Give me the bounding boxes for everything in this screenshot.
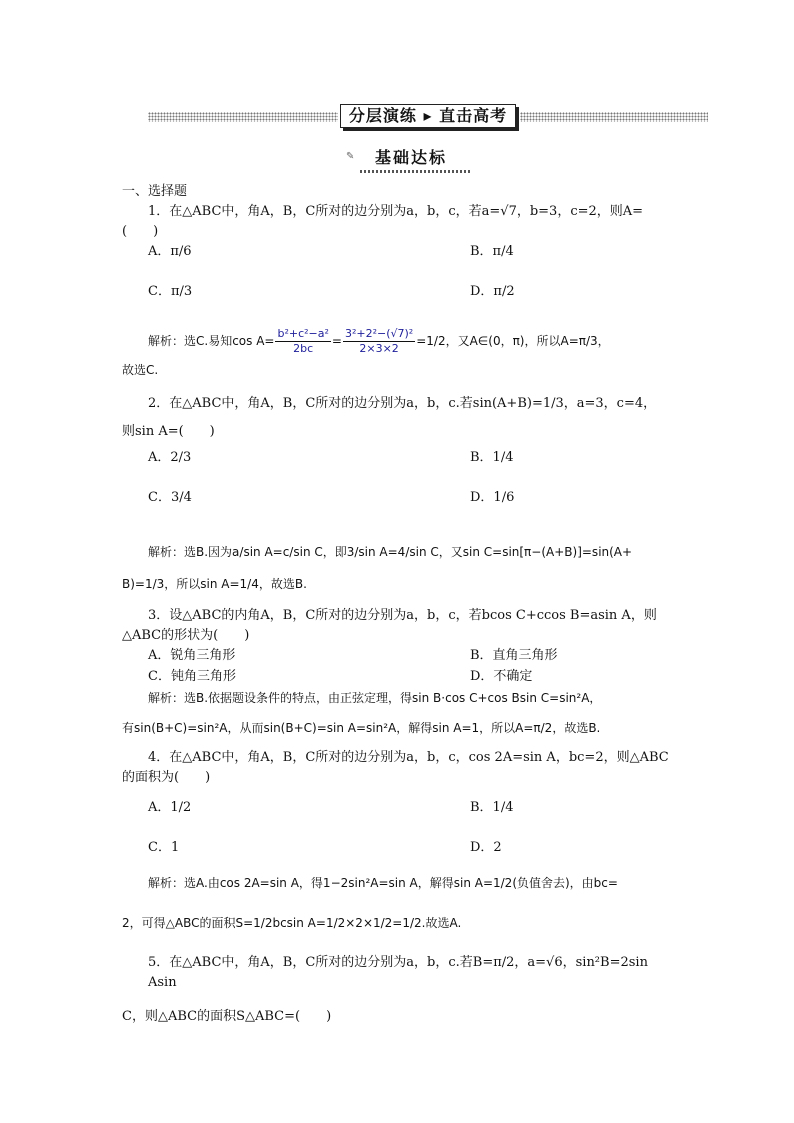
q2-option-b: B．1/4 bbox=[470, 450, 514, 465]
q3-solution: 解析：选B.依据题设条件的特点，由正弦定理，得sin B·cos C+cos Bsin C=sin²A， bbox=[148, 691, 602, 705]
q5-stem-cont: C，则△ABC的面积S△ABC=( ) bbox=[122, 1009, 332, 1024]
q1-stem: 1．在△ABC中，角A，B，C所对的边分别为a，b，c，若a=√7，b=3，c=2，则A= bbox=[148, 204, 644, 219]
pencil-icon: ✎ bbox=[346, 151, 355, 162]
q2-option-d: D．1/6 bbox=[470, 490, 515, 505]
q1-fraction-cosine: $\frac{\text{b²+c²−a²}}{2bc}$ bbox=[277, 327, 329, 355]
section-title: 分层演练 ▸ 直击高考 bbox=[340, 104, 516, 128]
q3-option-d: D．不确定 bbox=[470, 669, 533, 684]
q4-option-a: A．1/2 bbox=[148, 800, 192, 815]
q2-option-a: A．2/3 bbox=[148, 450, 192, 465]
q1-option-a: A．π/6 bbox=[148, 244, 192, 259]
q3-options-row1 bbox=[122, 646, 678, 667]
q2-options-row1 bbox=[122, 448, 678, 488]
exercise-content bbox=[122, 182, 678, 1027]
q1-stem-cont: ( ) bbox=[122, 224, 159, 239]
q1-option-d: D．π/2 bbox=[470, 284, 515, 299]
dotted-rule-left bbox=[148, 112, 338, 122]
dotted-rule-right bbox=[520, 112, 708, 122]
q3-stem-cont: △ABC的形状为( ) bbox=[122, 628, 250, 643]
q4-options-row1 bbox=[122, 798, 678, 838]
q4-option-c: C．1 bbox=[148, 840, 180, 855]
q1-fraction-values: $\frac{\text{3²+2²−(√7)²}}{2\times 3\times 2}$ bbox=[344, 327, 414, 355]
q3-options-row2 bbox=[122, 667, 678, 688]
q1-solution-text: 解析：选C.易知cos A= bbox=[148, 334, 275, 348]
q2-solution: 解析：选B.因为a/sin A=c/sin C，即3/sin A=4/sin C，又sin C=sin[π−(A+B)]=sin(A+ bbox=[148, 545, 633, 559]
q3-option-b: B．直角三角形 bbox=[470, 648, 558, 663]
q4-solution-end: 2，可得△ABC的面积S=1/2bcsin A=1/2×2×1/2=1/2.故选A. bbox=[122, 916, 462, 930]
q1-option-c: C．π/3 bbox=[148, 284, 193, 299]
subsection-title: 基础达标 bbox=[352, 146, 470, 170]
q1-option-b: B．π/4 bbox=[470, 244, 514, 259]
q1-solution: 解析：选C.易知cos A= $\frac{\text{b²+c²−a²}}{2bc}$ = $\frac{\text{3²+2²−(√7)²}}{2\times 3\times 2}$ =1/2，又A∈(0，π)，所以A=π/3， bbox=[148, 327, 610, 355]
q1-options-row2 bbox=[122, 282, 678, 322]
section-header-band bbox=[148, 104, 708, 128]
q2-option-c: C．3/4 bbox=[148, 490, 192, 505]
q3-option-c: C．钝角三角形 bbox=[148, 669, 236, 684]
q2-solution-end: B)=1/3，所以sin A=1/4，故选B. bbox=[122, 577, 307, 591]
q3-stem: 3．设△ABC的内角A，B，C所对的边分别为a，b，c，若bcos C+ccos B=asin A，则 bbox=[148, 608, 657, 623]
q5-stem: 5．在△ABC中，角A，B，C所对的边分别为a，b，c.若B=π/2，a=√6，sin²B=2sin Asin bbox=[148, 955, 648, 990]
part-heading: 一、选择题 bbox=[122, 184, 188, 199]
q1-solution-end: 故选C. bbox=[122, 363, 159, 377]
q4-stem: 4．在△ABC中，角A，B，C所对的边分别为a，b，c，cos 2A=sin A，bc=2，则△ABC bbox=[148, 750, 669, 765]
q1-options-row1 bbox=[122, 242, 678, 282]
q4-options-row2 bbox=[122, 838, 678, 859]
q4-option-b: B．1/4 bbox=[470, 800, 514, 815]
q4-solution: 解析：选A.由cos 2A=sin A，得1−2sin²A=sin A，解得sin A=1/2(负值舍去)，由bc= bbox=[148, 876, 618, 890]
q2-stem-cont: 则sin A=( ) bbox=[122, 424, 215, 439]
q3-option-a: A．锐角三角形 bbox=[148, 648, 236, 663]
q1-solution-tail: =1/2，又A∈(0，π)，所以A=π/3， bbox=[416, 334, 610, 348]
q4-stem-cont: 的面积为( ) bbox=[122, 770, 211, 785]
q3-solution-end: 有sin(B+C)=sin²A，从而sin(B+C)=sin A=sin²A，解得sin A=1，所以A=π/2，故选B. bbox=[122, 721, 601, 735]
q4-option-d: D．2 bbox=[470, 840, 502, 855]
q2-stem: 2．在△ABC中，角A，B，C所对的边分别为a，b，c.若sin(A+B)=1/3，a=3，c=4， bbox=[148, 396, 657, 411]
q2-options-row2 bbox=[122, 488, 678, 528]
